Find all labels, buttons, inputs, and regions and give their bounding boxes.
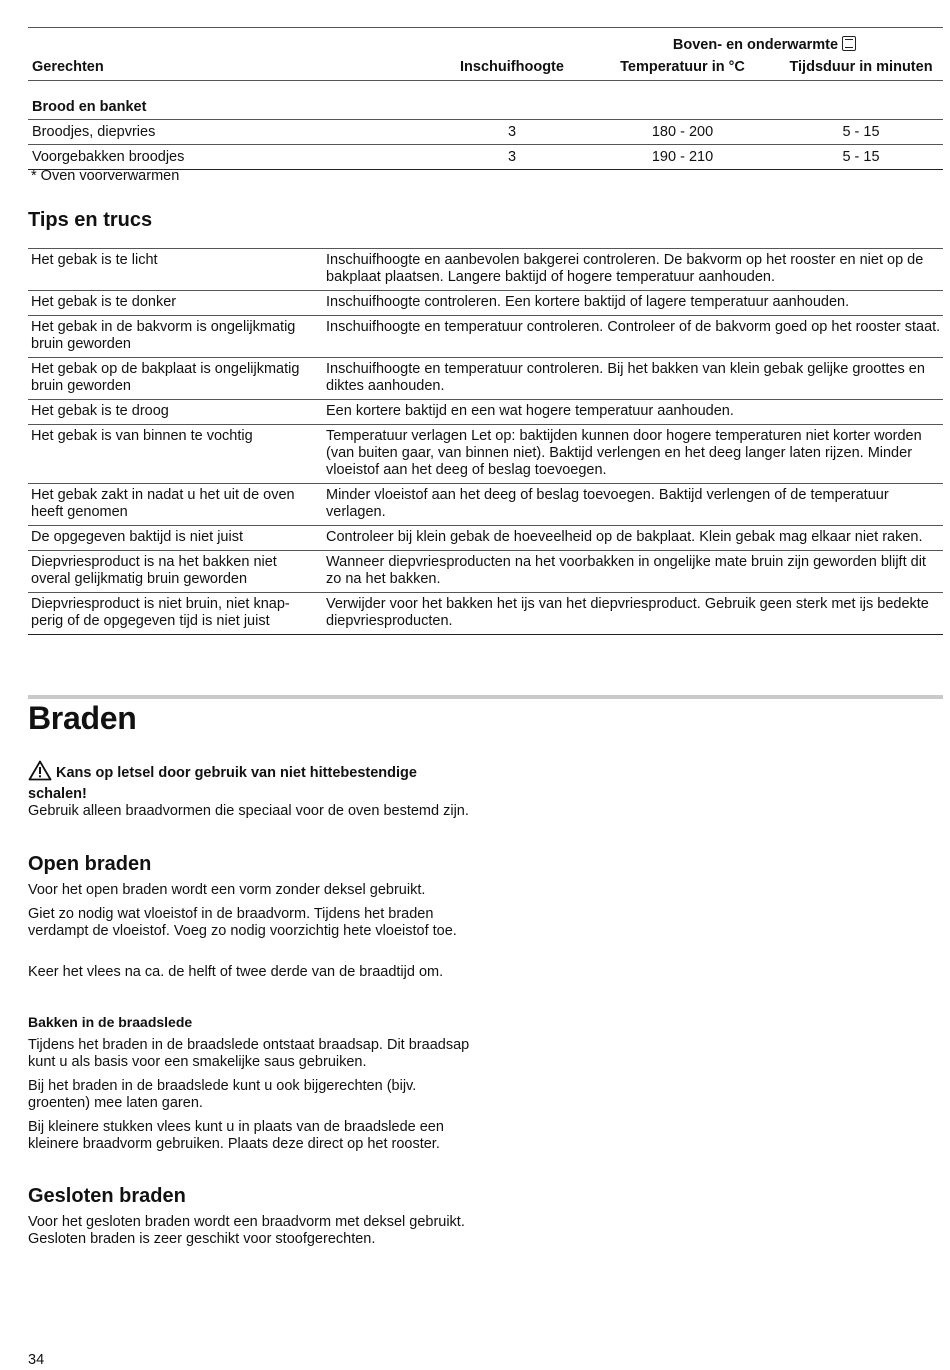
- level-cell: 3: [438, 145, 586, 170]
- temperature-cell: 180 - 200: [586, 120, 779, 145]
- table-row: [28, 551, 943, 593]
- open-braden-paragraph: Giet zo nodig wat vloeistof in de braadvorm. Tijdens het braden verdampt de vloeistof. Voeg zo nodig voorzichtig hete vloeistof toe.: [28, 906, 457, 939]
- table-row: [28, 593, 943, 635]
- gesloten-braden-title: Gesloten braden: [28, 1185, 186, 1207]
- table-row: [28, 145, 943, 170]
- braadslede-paragraph: Bij kleinere stukken vlees kunt u in plaats van de braadslede een kleinere braadvorm gebruiken. Plaats deze direct op het rooster.: [28, 1119, 444, 1152]
- category-row: [28, 89, 943, 120]
- baking-mode-header: [586, 28, 943, 54]
- problem-cell: Diepvriesproduct is na het bakken niet overal gelijkmatig bruin geworden: [28, 551, 323, 593]
- section-title: Braden: [28, 700, 137, 736]
- dish-cell: Broodjes, diepvries: [28, 120, 438, 145]
- problem-cell: Het gebak is van binnen te vochtig: [28, 425, 323, 484]
- header-level: Inschuifhoogte: [438, 53, 586, 81]
- solution-cell: Wanneer diepvriesproducten na het voorbakken in ongelijke mate bruin zijn geworden blijft dit zo na het bakken.: [323, 551, 943, 593]
- header-dishes: Gerechten: [28, 53, 438, 81]
- category-label: Brood en banket: [28, 89, 943, 120]
- warning-triangle-icon: [28, 760, 52, 786]
- warning-text: Gebruik alleen braadvormen die speciaal voor de oven bestemd zijn.: [28, 803, 469, 819]
- solution-cell: Inschuifhoogte en temperatuur controleren. Bij het bakken van klein gebak gelijke groottes en diktes aanhouden.: [323, 358, 943, 400]
- warning-heading: Kans op letsel door gebruik van niet hittebestendige schalen!: [28, 765, 417, 802]
- solution-cell: Inschuifhoogte controleren. Een kortere baktijd of lagere temperatuur aanhouden.: [323, 291, 943, 316]
- solution-cell: Minder vloeistof aan het deeg of beslag toevoegen. Baktijd verlengen of de temperatuur verlagen.: [323, 484, 943, 526]
- solution-cell: Controleer bij klein gebak de hoeveelheid op de bakplaat. Klein gebak mag elkaar niet raken.: [323, 526, 943, 551]
- open-braden-paragraph: Voor het open braden wordt een vorm zonder deksel gebruikt.: [28, 882, 426, 898]
- table-row: [28, 291, 943, 316]
- table-row: [28, 249, 943, 291]
- tips-title: Tips en trucs: [28, 209, 153, 231]
- baking-mode-label: Boven- en onderwarmte: [672, 37, 839, 53]
- problem-cell: Het gebak op de bakplaat is ongelijkmatig bruin geworden: [28, 358, 323, 400]
- problem-cell: Het gebak is te donker: [28, 291, 323, 316]
- top-bottom-heat-icon: [842, 36, 856, 51]
- problem-cell: Het gebak is te droog: [28, 400, 323, 425]
- baking-table: [28, 27, 943, 170]
- problem-cell: Diepvriesproduct is niet bruin, niet knapperig of de opgegeven tijd is niet juist: [28, 593, 323, 635]
- solution-cell: Temperatuur verlagen Let op: baktijden kunnen door hogere temperaturen niet korter worden (van buiten gaar, van binnen niet). Baktijd verlengen en het deeg langer laten rijzen. Minder vloeistof aan het deeg of beslag toevoegen.: [323, 425, 943, 484]
- solution-cell: Inschuifhoogte en aanbevolen bakgerei controleren. De bakvorm op het rooster en niet op de bakplaat plaatsen. Langere baktijd of hogere temperatuur aanhouden.: [323, 249, 943, 291]
- braadslede-title: Bakken in de braadslede: [28, 1014, 193, 1030]
- open-braden-title: Open braden: [28, 853, 152, 875]
- table-row: [28, 358, 943, 400]
- warning-heading-line: [28, 760, 478, 803]
- table-row: [28, 526, 943, 551]
- solution-cell: Een kortere baktijd en een wat hogere temperatuur aanhouden.: [323, 400, 943, 425]
- problem-cell: Het gebak zakt in nadat u het uit de oven heeft genomen: [28, 484, 323, 526]
- warning-block: [28, 760, 478, 820]
- section-divider: [28, 695, 943, 699]
- braadslede-paragraph: Tijdens het braden in de braadslede ontstaat braadsap. Dit braadsap kunt u als basis voor een smakelijke saus gebruiken.: [28, 1037, 470, 1070]
- temperature-cell: 190 - 210: [586, 145, 779, 170]
- open-braden-paragraph: Keer het vlees na ca. de helft of twee derde van de braadtijd om.: [28, 964, 444, 980]
- page-number: 34: [28, 1352, 45, 1368]
- table-row: [28, 120, 943, 145]
- tips-table: [28, 248, 943, 635]
- problem-cell: Het gebak in de bakvorm is ongelijkmatig bruin geworden: [28, 316, 323, 358]
- problem-cell: De opgegeven baktijd is niet juist: [28, 526, 323, 551]
- solution-cell: Inschuifhoogte en temperatuur controleren. Controleer of de bakvorm goed op het rooster staat.: [323, 316, 943, 358]
- problem-cell: Het gebak is te licht: [28, 249, 323, 291]
- header-temperature: Temperatuur in °C: [586, 53, 779, 81]
- table-row: [28, 400, 943, 425]
- duration-cell: 5 - 15: [779, 120, 943, 145]
- table-row: [28, 316, 943, 358]
- duration-cell: 5 - 15: [779, 145, 943, 170]
- gesloten-braden-paragraph: Voor het gesloten braden wordt een braadvorm met deksel gebruikt. Gesloten braden is zeer geschikt voor stoofgerechten.: [28, 1214, 465, 1247]
- table-footnote: * Oven voorverwarmen: [31, 168, 180, 184]
- baking-header-row: [28, 53, 943, 81]
- table-row: [28, 484, 943, 526]
- header-duration: Tijdsduur in minuten: [779, 53, 943, 81]
- solution-cell: Verwijder voor het bakken het ijs van het diepvriesproduct. Gebruik geen sterk met ijs bedekte diepvriesproducten.: [323, 593, 943, 635]
- braadslede-paragraph: Bij het braden in de braadslede kunt u ook bijgerechten (bijv. groenten) mee laten garen.: [28, 1078, 417, 1111]
- dish-cell: Voorgebakken broodjes: [28, 145, 438, 170]
- level-cell: 3: [438, 120, 586, 145]
- baking-mode-row: [28, 28, 943, 54]
- table-row: [28, 425, 943, 484]
